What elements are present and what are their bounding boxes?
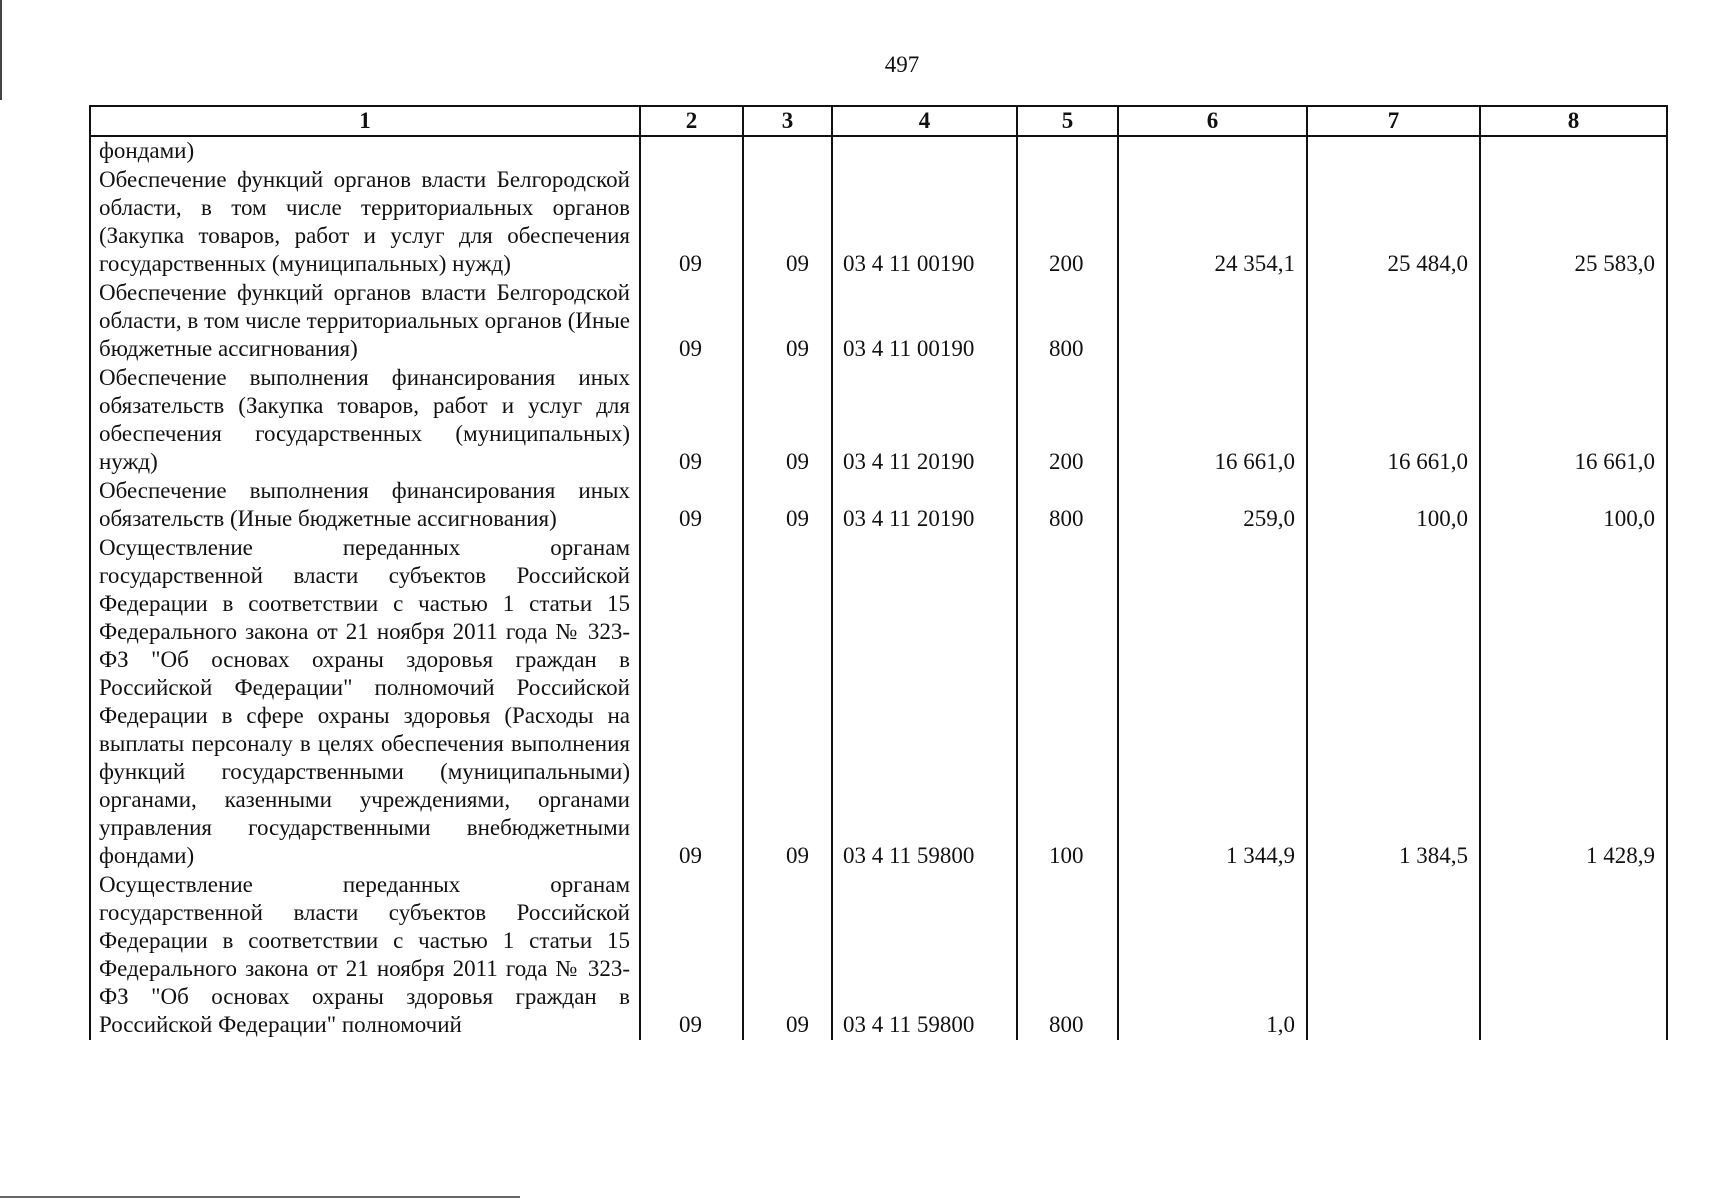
- row-subsection: 09: [743, 534, 832, 871]
- row-section: 09: [640, 477, 743, 534]
- header-col-3: 3: [743, 106, 832, 136]
- row-expense-type: 800: [1017, 871, 1118, 1040]
- row-expense-type: 200: [1017, 166, 1118, 279]
- table-header: [90, 106, 1667, 136]
- header-col-1: 1: [90, 106, 640, 136]
- row-amount-year-3: 16 661,0: [1480, 364, 1667, 477]
- row-subsection: 09: [743, 166, 832, 279]
- row-target-article: 03 4 11 00190: [832, 279, 1017, 364]
- table-row: [90, 871, 1667, 1040]
- row-amount-year-1: 259,0: [1118, 477, 1307, 534]
- header-row: [90, 106, 1667, 136]
- header-col-6: 6: [1118, 106, 1307, 136]
- row-amount-year-2: 100,0: [1307, 477, 1480, 534]
- row-amount-year-3: [1480, 871, 1667, 1040]
- row-target-article: 03 4 11 20190: [832, 477, 1017, 534]
- row-subsection: 09: [743, 871, 832, 1040]
- header-col-7: 7: [1307, 106, 1480, 136]
- row-expense-type: 200: [1017, 364, 1118, 477]
- row-amount-year-3: [1480, 279, 1667, 364]
- row-section: 09: [640, 279, 743, 364]
- header-col-2: 2: [640, 106, 743, 136]
- row-description: Обеспечение выполнения финансирования иных обязательств (Закупка товаров, работ и услуг для обеспечения государственных (муниципальных) нужд): [90, 364, 640, 477]
- row-target-article: 03 4 11 59800: [832, 871, 1017, 1040]
- row-amount-year-2: 25 484,0: [1307, 166, 1480, 279]
- row-target-article: 03 4 11 00190: [832, 166, 1017, 279]
- header-col-5: 5: [1017, 106, 1118, 136]
- row-description: Обеспечение функций органов власти Белгородской области, в том числе территориальных органов (Иные бюджетные ассигнования): [90, 279, 640, 364]
- row-subsection: 09: [743, 477, 832, 534]
- budget-table: [89, 105, 1668, 1040]
- row-amount-year-2: [1307, 871, 1480, 1040]
- row-amount-year-1: 24 354,1: [1118, 166, 1307, 279]
- row-amount-year-1: [1118, 279, 1307, 364]
- scan-bottom-line: [0, 1196, 520, 1198]
- row-description: Обеспечение функций органов власти Белгородской области, в том числе территориальных органов (Закупка товаров, работ и услуг для обеспечения государственных (муниципальных) нужд): [90, 166, 640, 279]
- row-amount-year-3: 25 583,0: [1480, 166, 1667, 279]
- row-amount-year-3: 1 428,9: [1480, 534, 1667, 871]
- table-row: [90, 166, 1667, 279]
- row-amount-year-2: [1307, 279, 1480, 364]
- table-row: [90, 477, 1667, 534]
- budget-table-container: [89, 105, 1666, 1095]
- row-amount-year-1: 1 344,9: [1118, 534, 1307, 871]
- row-expense-type: 800: [1017, 477, 1118, 534]
- scan-edge-line: [0, 0, 2, 100]
- row-section: 09: [640, 534, 743, 871]
- row-expense-type: 800: [1017, 279, 1118, 364]
- row-description: фондами): [90, 136, 640, 166]
- row-amount-year-2: 1 384,5: [1307, 534, 1480, 871]
- row-description: Обеспечение выполнения финансирования иных обязательств (Иные бюджетные ассигнования): [90, 477, 640, 534]
- row-amount-year-2: [1307, 136, 1480, 166]
- row-target-article: [832, 136, 1017, 166]
- row-subsection: 09: [743, 364, 832, 477]
- row-amount-year-2: 16 661,0: [1307, 364, 1480, 477]
- row-section: 09: [640, 364, 743, 477]
- table-row: [90, 534, 1667, 871]
- row-section: [640, 136, 743, 166]
- table-body: [90, 136, 1667, 1040]
- row-subsection: 09: [743, 279, 832, 364]
- row-amount-year-3: [1480, 136, 1667, 166]
- table-row: [90, 136, 1667, 166]
- header-col-4: 4: [832, 106, 1017, 136]
- row-amount-year-1: 1,0: [1118, 871, 1307, 1040]
- row-amount-year-3: 100,0: [1480, 477, 1667, 534]
- row-amount-year-1: [1118, 136, 1307, 166]
- page-number: 497: [884, 52, 920, 77]
- row-target-article: 03 4 11 20190: [832, 364, 1017, 477]
- row-subsection: [743, 136, 832, 166]
- row-section: 09: [640, 166, 743, 279]
- header-col-8: 8: [1480, 106, 1667, 136]
- row-expense-type: 100: [1017, 534, 1118, 871]
- table-row: [90, 364, 1667, 477]
- row-description: Осуществление переданных органам государственной власти субъектов Российской Федерации в соответствии с частью 1 статьи 15 Федерального закона от 21 ноября 2011 года № 323-ФЗ "Об основах охраны здоровья граждан в Российской Федерации" полномочий Российской Федерации в сфере охраны здоровья (Расходы на выплаты персоналу в целях обеспечения выполнения функций государственными (муниципальными) органами, казенными учреждениями, органами управления государственными внебюджетными фондами): [90, 534, 640, 871]
- row-section: 09: [640, 871, 743, 1040]
- row-expense-type: [1017, 136, 1118, 166]
- row-description: Осуществление переданных органам государственной власти субъектов Российской Федерации в соответствии с частью 1 статьи 15 Федерального закона от 21 ноября 2011 года № 323-ФЗ "Об основах охраны здоровья граждан в Российской Федерации" полномочий: [90, 871, 640, 1040]
- row-amount-year-1: 16 661,0: [1118, 364, 1307, 477]
- row-target-article: 03 4 11 59800: [832, 534, 1017, 871]
- table-row: [90, 279, 1667, 364]
